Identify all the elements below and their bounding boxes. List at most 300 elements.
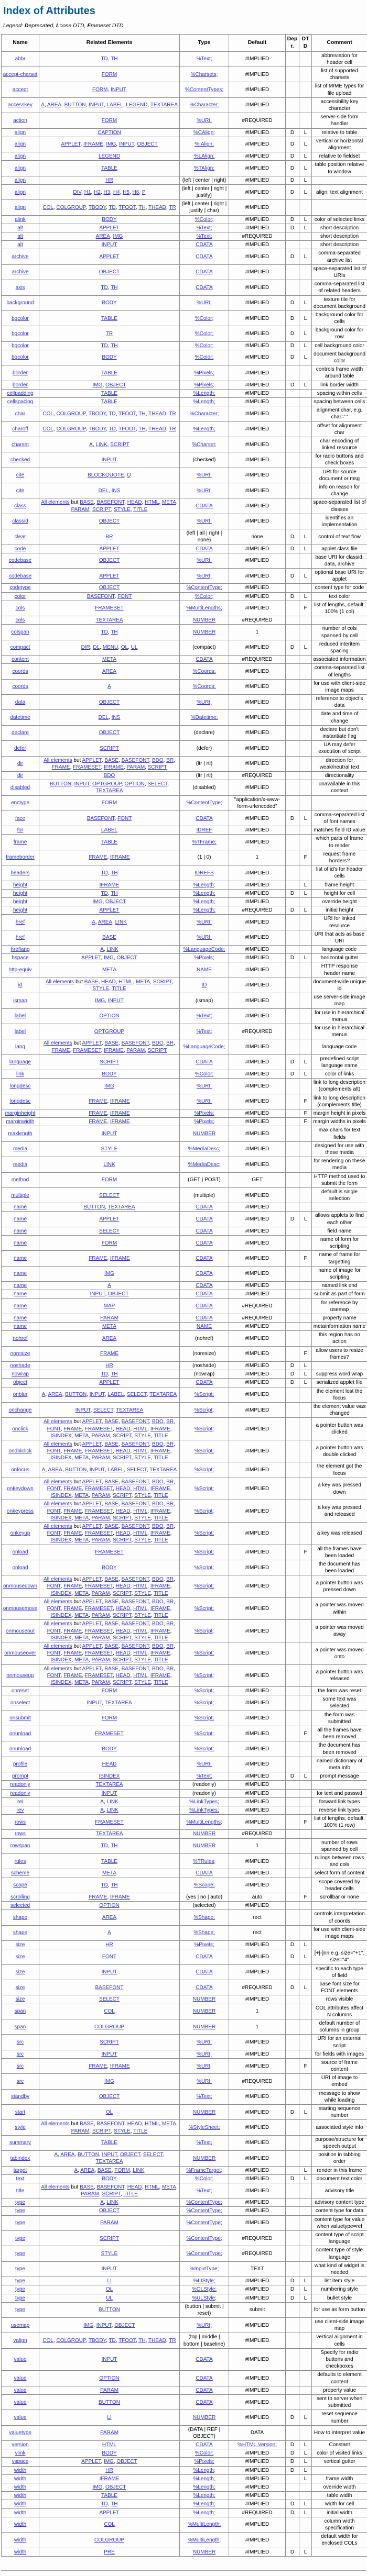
element-link[interactable]: INPUT	[74, 781, 90, 787]
element-link[interactable]: TD	[109, 205, 115, 210]
all-elements-link[interactable]: All elements	[44, 1621, 72, 1627]
element-link[interactable]: TD	[101, 343, 107, 349]
type-link[interactable]: %URI;	[197, 1761, 212, 1767]
element-link[interactable]: SCRIPT	[100, 2039, 119, 2045]
type-link[interactable]: %Script;	[195, 1731, 214, 1737]
type-link[interactable]: %TRules;	[193, 1859, 215, 1864]
type-link[interactable]: CDATA	[196, 2357, 212, 2362]
all-elements-link[interactable]: All elements	[44, 1441, 72, 1447]
element-link[interactable]: LINK	[95, 442, 107, 448]
element-link[interactable]: LINK	[107, 947, 118, 952]
element-link[interactable]: TH	[111, 1371, 117, 1377]
element-link[interactable]: SCRIPT	[110, 442, 129, 448]
type-link[interactable]: %Script;	[195, 1700, 214, 1706]
type-link[interactable]: %URI;	[197, 558, 212, 563]
type-link[interactable]: NUMBER	[193, 2024, 215, 2030]
attribute-name-link[interactable]: bgcolor	[12, 354, 29, 360]
element-link[interactable]: IFRAME	[100, 2476, 120, 2482]
type-link[interactable]: %Color;	[195, 343, 214, 349]
element-link[interactable]: SCRIPT	[113, 1635, 132, 1641]
type-link[interactable]: %Script;	[195, 1583, 214, 1589]
type-link[interactable]: %LAlign;	[194, 153, 214, 159]
type-link[interactable]: %Script;	[195, 1392, 214, 1397]
attribute-name-link[interactable]: rules	[15, 1859, 26, 1864]
attribute-name-link[interactable]: alt	[17, 225, 23, 231]
element-link[interactable]: STYLE	[134, 1433, 151, 1439]
element-link[interactable]: BR	[166, 1644, 174, 1649]
type-link[interactable]: CDATA	[196, 503, 212, 509]
element-link[interactable]: BASE	[104, 1040, 118, 1046]
element-link[interactable]: HR	[105, 1363, 113, 1369]
element-link[interactable]: BODY	[102, 1071, 116, 1077]
attribute-name-link[interactable]: ismap	[13, 998, 27, 1004]
attribute-name-link[interactable]: onunload	[9, 1731, 31, 1737]
element-link[interactable]: META	[74, 1591, 89, 1596]
element-link[interactable]: HR	[105, 177, 113, 183]
element-link[interactable]: SELECT	[127, 1467, 147, 1473]
element-link[interactable]: APPLET	[82, 1441, 102, 1447]
type-link[interactable]: %URI;	[197, 488, 212, 494]
element-link[interactable]: BODY	[102, 217, 116, 223]
element-link[interactable]: BR	[106, 534, 113, 540]
element-link[interactable]: PARAM	[92, 1455, 110, 1461]
element-link[interactable]: FRAME	[63, 1508, 82, 1514]
type-link[interactable]: %URI;	[197, 300, 212, 306]
element-link[interactable]: SCRIPT	[153, 979, 172, 985]
element-link[interactable]: INPUT	[102, 2152, 117, 2158]
element-link[interactable]: A	[92, 919, 95, 925]
element-link[interactable]: FRAME	[63, 1583, 82, 1589]
attribute-name-link[interactable]: ondblclick	[9, 1448, 32, 1454]
element-link[interactable]: LINK	[133, 2168, 144, 2173]
element-link[interactable]: IFRAME	[150, 1486, 170, 1492]
type-link[interactable]: %Pixels;	[194, 955, 214, 961]
element-link[interactable]: TR	[169, 426, 176, 432]
element-link[interactable]: PARAM	[92, 1613, 110, 1618]
element-link[interactable]: SCRIPT	[148, 764, 167, 770]
element-link[interactable]: FRAME	[63, 1426, 82, 1432]
element-link[interactable]: HTML	[102, 2442, 116, 2448]
element-link[interactable]: TABLE	[101, 1859, 117, 1864]
element-link[interactable]: APPLET	[61, 141, 80, 147]
attribute-name-link[interactable]: name	[14, 1204, 27, 1210]
type-link[interactable]: %Text;	[196, 1773, 212, 1779]
element-link[interactable]: BR	[166, 1479, 174, 1485]
element-link[interactable]: BUTTON	[99, 2400, 120, 2405]
attribute-name-link[interactable]: border	[13, 382, 28, 388]
type-link[interactable]: %Length;	[193, 2501, 215, 2507]
element-link[interactable]: PARAM	[126, 1048, 145, 1053]
type-link[interactable]: CDATA	[196, 254, 212, 260]
default-link[interactable]: %HTML.Version;	[238, 2442, 277, 2448]
type-link[interactable]: NAME	[197, 1324, 212, 1329]
type-link[interactable]: CDATA	[196, 546, 212, 552]
type-link[interactable]: NUMBER	[193, 629, 215, 635]
attribute-name-link[interactable]: lang	[15, 1044, 25, 1050]
element-link[interactable]: FONT	[47, 1583, 61, 1589]
element-link[interactable]: FRAME	[63, 1628, 82, 1634]
element-link[interactable]: APPLET	[82, 1501, 102, 1507]
attribute-name-link[interactable]: onclick	[12, 1426, 28, 1432]
type-link[interactable]: CDATA	[196, 1315, 212, 1321]
element-link[interactable]: SCRIPT	[102, 2191, 121, 2197]
attribute-name-link[interactable]: charoff	[12, 426, 28, 432]
element-link[interactable]: SCRIPT	[113, 1657, 132, 1663]
element-link[interactable]: TABLE	[101, 2493, 117, 2499]
element-link[interactable]: MAP	[104, 1303, 115, 1309]
attribute-name-link[interactable]: dir	[17, 773, 23, 779]
element-link[interactable]: META	[102, 1324, 116, 1329]
type-link[interactable]: %URI;	[197, 1083, 212, 1089]
element-link[interactable]: FRAME	[89, 1894, 107, 1900]
element-link[interactable]: IFRAME	[110, 1098, 130, 1104]
element-link[interactable]: FRAME	[52, 764, 70, 770]
element-link[interactable]: SELECT	[93, 1407, 113, 1413]
element-link[interactable]: ISINDEX	[50, 1433, 71, 1439]
attribute-name-link[interactable]: checked	[10, 457, 30, 463]
attribute-name-link[interactable]: frameborder	[6, 854, 34, 860]
element-link[interactable]: TBODY	[89, 426, 106, 432]
element-link[interactable]: BODY	[102, 1746, 116, 1752]
element-link[interactable]: TEXTAREA	[95, 1831, 123, 1837]
element-link[interactable]: A	[100, 1807, 104, 1813]
element-link[interactable]: Q	[127, 472, 131, 478]
element-link[interactable]: BUTTON	[99, 2307, 120, 2313]
element-link[interactable]: FRAMESET	[85, 1508, 113, 1514]
element-link[interactable]: HEAD	[116, 1530, 131, 1536]
attribute-name-link[interactable]: height	[13, 891, 27, 896]
element-link[interactable]: TR	[106, 331, 113, 337]
element-link[interactable]: BASEFONT	[96, 2184, 124, 2190]
element-link[interactable]: DL	[93, 645, 100, 650]
type-link[interactable]: %Script;	[195, 1486, 214, 1492]
element-link[interactable]: IMG	[95, 998, 105, 1004]
attribute-name-link[interactable]: width	[14, 2537, 26, 2543]
element-link[interactable]: FONT	[47, 1486, 61, 1492]
attribute-name-link[interactable]: size	[16, 1969, 25, 1975]
element-link[interactable]: IMG	[106, 141, 116, 147]
element-link[interactable]: BDO	[152, 1599, 164, 1605]
element-link[interactable]: TD	[101, 1843, 107, 1849]
attribute-name-link[interactable]: nowrap	[12, 1371, 29, 1377]
element-link[interactable]: FRAME	[89, 1119, 107, 1125]
element-link[interactable]: TH	[138, 205, 145, 210]
attribute-name-link[interactable]: action	[13, 118, 27, 124]
element-link[interactable]: FRAME	[63, 1486, 82, 1492]
type-link[interactable]: IDREF	[197, 827, 212, 833]
attribute-name-link[interactable]: width	[14, 2476, 26, 2482]
attribute-name-link[interactable]: hspace	[12, 955, 28, 961]
type-link[interactable]: %Script;	[195, 1530, 214, 1536]
element-link[interactable]: PARAM	[92, 1493, 110, 1498]
element-link[interactable]: IFRAME	[110, 1119, 130, 1125]
element-link[interactable]: SCRIPT	[148, 1048, 167, 1053]
attribute-name-link[interactable]: archive	[12, 254, 28, 260]
attribute-name-link[interactable]: rows	[15, 1831, 26, 1837]
element-link[interactable]: HTML	[133, 1508, 147, 1514]
type-link[interactable]: %Color;	[195, 1071, 214, 1077]
attribute-name-link[interactable]: valign	[13, 2338, 27, 2344]
element-link[interactable]: BR	[166, 758, 174, 763]
element-link[interactable]: OBJECT	[105, 899, 126, 905]
element-link[interactable]: LI	[107, 2415, 111, 2420]
attribute-name-link[interactable]: align	[15, 141, 26, 147]
attribute-name-link[interactable]: type	[15, 2307, 25, 2313]
attribute-name-link[interactable]: type	[15, 2236, 25, 2241]
element-link[interactable]: TABLE	[101, 2140, 117, 2146]
attribute-name-link[interactable]: value	[14, 2388, 27, 2393]
element-link[interactable]: IFRAME	[110, 854, 130, 860]
element-link[interactable]: TFOOT	[118, 411, 136, 417]
type-link[interactable]: %URI;	[197, 472, 212, 478]
element-link[interactable]: TEXTAREA	[95, 788, 123, 794]
element-link[interactable]: BASE	[104, 1644, 118, 1649]
element-link[interactable]: APPLET	[99, 1380, 119, 1385]
element-link[interactable]: FRAME	[63, 1650, 82, 1656]
attribute-name-link[interactable]: charset	[12, 442, 29, 448]
element-link[interactable]: IMG	[83, 2323, 93, 2328]
type-link[interactable]: %URI;	[197, 118, 212, 124]
element-link[interactable]: BDO	[152, 1576, 164, 1582]
type-link[interactable]: %Script;	[195, 1407, 214, 1413]
element-link[interactable]: LINK	[115, 919, 127, 925]
element-link[interactable]: OL	[121, 645, 128, 650]
element-link[interactable]: APPLET	[99, 907, 119, 913]
type-link[interactable]: %URI;	[197, 935, 212, 940]
attribute-name-link[interactable]: alt	[17, 242, 23, 248]
element-link[interactable]: IFRAME	[83, 141, 103, 147]
attribute-name-link[interactable]: src	[17, 2051, 24, 2057]
attribute-name-link[interactable]: size	[16, 1985, 25, 1991]
type-link[interactable]: %Length;	[193, 2468, 215, 2473]
attribute-name-link[interactable]: onmousedown	[3, 1583, 37, 1589]
element-link[interactable]: FORM	[102, 1715, 117, 1721]
element-link[interactable]: TITLE	[133, 2128, 147, 2134]
type-link[interactable]: %Script;	[195, 1628, 214, 1634]
attribute-name-link[interactable]: width	[14, 2468, 26, 2473]
attribute-name-link[interactable]: vspace	[12, 2459, 29, 2464]
type-link[interactable]: %Color;	[195, 2176, 214, 2182]
element-link[interactable]: OBJECT	[99, 269, 120, 275]
element-link[interactable]: FRAMESET	[85, 1530, 113, 1536]
type-link[interactable]: CDATA	[196, 1954, 212, 1960]
element-link[interactable]: BODY	[102, 300, 116, 306]
element-link[interactable]: LINK	[107, 1799, 118, 1805]
type-link[interactable]: %Script;	[195, 1606, 214, 1612]
type-link[interactable]: %Text;	[196, 234, 212, 239]
attribute-name-link[interactable]: codebase	[9, 558, 31, 563]
attribute-name-link[interactable]: content	[12, 657, 29, 662]
element-link[interactable]: FRAME	[89, 854, 107, 860]
type-link[interactable]: %Character;	[190, 102, 219, 108]
element-link[interactable]: FRAMESET	[95, 1731, 123, 1737]
element-link[interactable]: FRAME	[63, 1606, 82, 1612]
attribute-name-link[interactable]: start	[15, 2109, 25, 2115]
type-link[interactable]: %StyleSheet;	[188, 2125, 220, 2130]
type-link[interactable]: %Color;	[195, 316, 214, 321]
element-link[interactable]: TR	[169, 205, 176, 210]
type-link[interactable]: %Coords;	[193, 684, 216, 690]
attribute-name-link[interactable]: rows	[15, 1819, 26, 1825]
element-link[interactable]: BASEFONT	[122, 1419, 149, 1425]
type-link[interactable]: %Length;	[193, 891, 215, 896]
type-link[interactable]: CDATA	[196, 816, 212, 821]
element-link[interactable]: IFRAME	[110, 2063, 130, 2069]
attribute-name-link[interactable]: bgcolor	[12, 343, 29, 349]
element-link[interactable]: TITLE	[154, 1613, 168, 1618]
element-link[interactable]: INPUT	[102, 1969, 117, 1975]
element-link[interactable]: IMG	[93, 2484, 103, 2490]
element-link[interactable]: HEAD	[101, 979, 116, 985]
element-link[interactable]: STYLE	[134, 1455, 151, 1461]
type-link[interactable]: IDREFS	[195, 870, 214, 876]
attribute-name-link[interactable]: valuetype	[9, 2430, 31, 2436]
element-link[interactable]: A	[41, 102, 45, 108]
element-link[interactable]: BASEFONT	[96, 499, 124, 505]
element-link[interactable]: COLGROUP	[94, 2024, 124, 2030]
attribute-name-link[interactable]: height	[13, 899, 27, 905]
element-link[interactable]: TEXTAREA	[149, 1467, 177, 1473]
element-link[interactable]: BDO	[152, 1501, 164, 1507]
element-link[interactable]: IFRAME	[150, 1508, 170, 1514]
element-link[interactable]: FRAME	[89, 2063, 107, 2069]
element-link[interactable]: HTML	[133, 1628, 147, 1634]
element-link[interactable]: OBJECT	[105, 382, 126, 388]
element-link[interactable]: INS	[112, 715, 121, 720]
element-link[interactable]: BODY	[102, 354, 116, 360]
attribute-name-link[interactable]: cite	[16, 472, 25, 478]
element-link[interactable]: AREA	[102, 1915, 116, 1920]
element-link[interactable]: TH	[138, 2338, 145, 2344]
element-link[interactable]: IFRAME	[150, 1426, 170, 1432]
attribute-name-link[interactable]: align	[15, 130, 26, 136]
element-link[interactable]: COL	[104, 2008, 115, 2014]
attribute-name-link[interactable]: cols	[16, 617, 25, 623]
attribute-name-link[interactable]: id	[18, 982, 23, 988]
attribute-name-link[interactable]: scheme	[11, 1870, 29, 1876]
element-link[interactable]: BASE	[104, 1479, 118, 1485]
element-link[interactable]: FRAMESET	[85, 1673, 113, 1679]
element-link[interactable]: AREA	[60, 2152, 74, 2158]
element-link[interactable]: IMG	[104, 2079, 114, 2084]
attribute-name-link[interactable]: compact	[10, 645, 30, 650]
element-link[interactable]: IFRAME	[104, 764, 124, 770]
type-link[interactable]: %Script;	[195, 1673, 214, 1679]
attribute-name-link[interactable]: code	[15, 546, 26, 552]
attribute-name-link[interactable]: color	[15, 594, 26, 599]
element-link[interactable]: SELECT	[127, 1392, 147, 1397]
type-link[interactable]: %Text;	[196, 2094, 212, 2100]
element-link[interactable]: FONT	[47, 1448, 61, 1454]
type-link[interactable]: %InputType;	[190, 2266, 219, 2272]
element-link[interactable]: BASE	[104, 1576, 118, 1582]
attribute-name-link[interactable]: value	[14, 2400, 27, 2405]
type-link[interactable]: CDATA	[196, 1969, 212, 1975]
element-link[interactable]: BASE	[104, 1621, 118, 1627]
element-link[interactable]: STYLE	[134, 1680, 151, 1685]
element-link[interactable]: FORM	[102, 1240, 117, 1246]
attribute-name-link[interactable]: target	[14, 2168, 27, 2173]
element-link[interactable]: FONT	[47, 1426, 61, 1432]
all-elements-link[interactable]: All elements	[44, 1666, 72, 1672]
element-link[interactable]: OPTION	[99, 1013, 119, 1019]
type-link[interactable]: %Text;	[196, 1029, 212, 1035]
attribute-name-link[interactable]: onload	[12, 1549, 28, 1555]
element-link[interactable]: BASE	[80, 499, 94, 505]
element-link[interactable]: TD	[101, 629, 107, 635]
element-link[interactable]: APPLET	[82, 1524, 102, 1529]
element-link[interactable]: INPUT	[102, 2357, 117, 2362]
element-link[interactable]: BDO	[152, 758, 164, 763]
attribute-name-link[interactable]: codetype	[9, 585, 31, 591]
element-link[interactable]: SCRIPT	[92, 2128, 111, 2134]
type-link[interactable]: %URI;	[197, 2063, 212, 2069]
element-link[interactable]: TITLE	[154, 1515, 168, 1521]
type-link[interactable]: %TFrame;	[192, 839, 217, 845]
element-link[interactable]: OBJECT	[108, 1291, 128, 1297]
element-link[interactable]: BR	[166, 1576, 174, 1582]
type-link[interactable]: %Scope;	[193, 1882, 214, 1888]
element-link[interactable]: OPTGROUP	[94, 1029, 124, 1035]
element-link[interactable]: META	[102, 657, 116, 662]
element-link[interactable]: BODY	[102, 2450, 116, 2456]
type-link[interactable]: NUMBER	[193, 2415, 215, 2420]
element-link[interactable]: BASE	[104, 1419, 118, 1425]
element-link[interactable]: BASEFONT	[122, 1599, 149, 1605]
type-link[interactable]: CDATA	[196, 1870, 212, 1876]
element-link[interactable]: META	[74, 1680, 89, 1685]
type-link[interactable]: %Length;	[193, 899, 215, 905]
element-link[interactable]: IFRAME	[110, 1894, 130, 1900]
element-link[interactable]: BASEFONT	[122, 1644, 149, 1649]
attribute-name-link[interactable]: tabindex	[10, 2156, 30, 2161]
element-link[interactable]: META	[74, 1657, 89, 1663]
attribute-name-link[interactable]: shape	[13, 1915, 27, 1920]
element-link[interactable]: STYLE	[92, 986, 109, 992]
type-link[interactable]: %Script;	[195, 1508, 214, 1514]
element-link[interactable]: META	[74, 1635, 89, 1641]
type-link[interactable]: %Length;	[193, 882, 215, 888]
attribute-name-link[interactable]: onmousemove	[3, 1606, 38, 1612]
element-link[interactable]: PARAM	[92, 1591, 110, 1596]
element-link[interactable]: FONT	[47, 1673, 61, 1679]
element-link[interactable]: FONT	[47, 1650, 61, 1656]
type-link[interactable]: %Script;	[195, 1426, 214, 1432]
type-link[interactable]: NUMBER	[193, 1831, 215, 1837]
element-link[interactable]: PARAM	[92, 1635, 110, 1641]
element-link[interactable]: HTML	[133, 1530, 147, 1536]
type-link[interactable]: %Script;	[195, 1715, 214, 1721]
element-link[interactable]: AREA	[102, 669, 116, 674]
all-elements-link[interactable]: All elements	[44, 1576, 72, 1582]
type-link[interactable]: %MediaDesc;	[188, 1162, 221, 1168]
element-link[interactable]: HTML	[133, 1650, 147, 1656]
attribute-name-link[interactable]: object	[13, 1380, 27, 1385]
type-link[interactable]: %LinkTypes;	[189, 1807, 219, 1813]
attribute-name-link[interactable]: border	[13, 370, 28, 376]
element-link[interactable]: APPLET	[82, 1599, 102, 1605]
attribute-name-link[interactable]: usemap	[11, 2323, 30, 2328]
element-link[interactable]: DEL	[99, 715, 109, 720]
all-elements-link[interactable]: All elements	[41, 2121, 69, 2127]
attribute-name-link[interactable]: background	[6, 300, 34, 306]
element-link[interactable]: TBODY	[89, 2338, 106, 2344]
type-link[interactable]: %Color;	[195, 331, 214, 337]
type-link[interactable]: CDATA	[196, 1380, 212, 1385]
all-elements-link[interactable]: All elements	[44, 1419, 72, 1425]
element-link[interactable]: TD	[101, 1371, 107, 1377]
type-link[interactable]: %MultiLengths;	[186, 605, 222, 611]
